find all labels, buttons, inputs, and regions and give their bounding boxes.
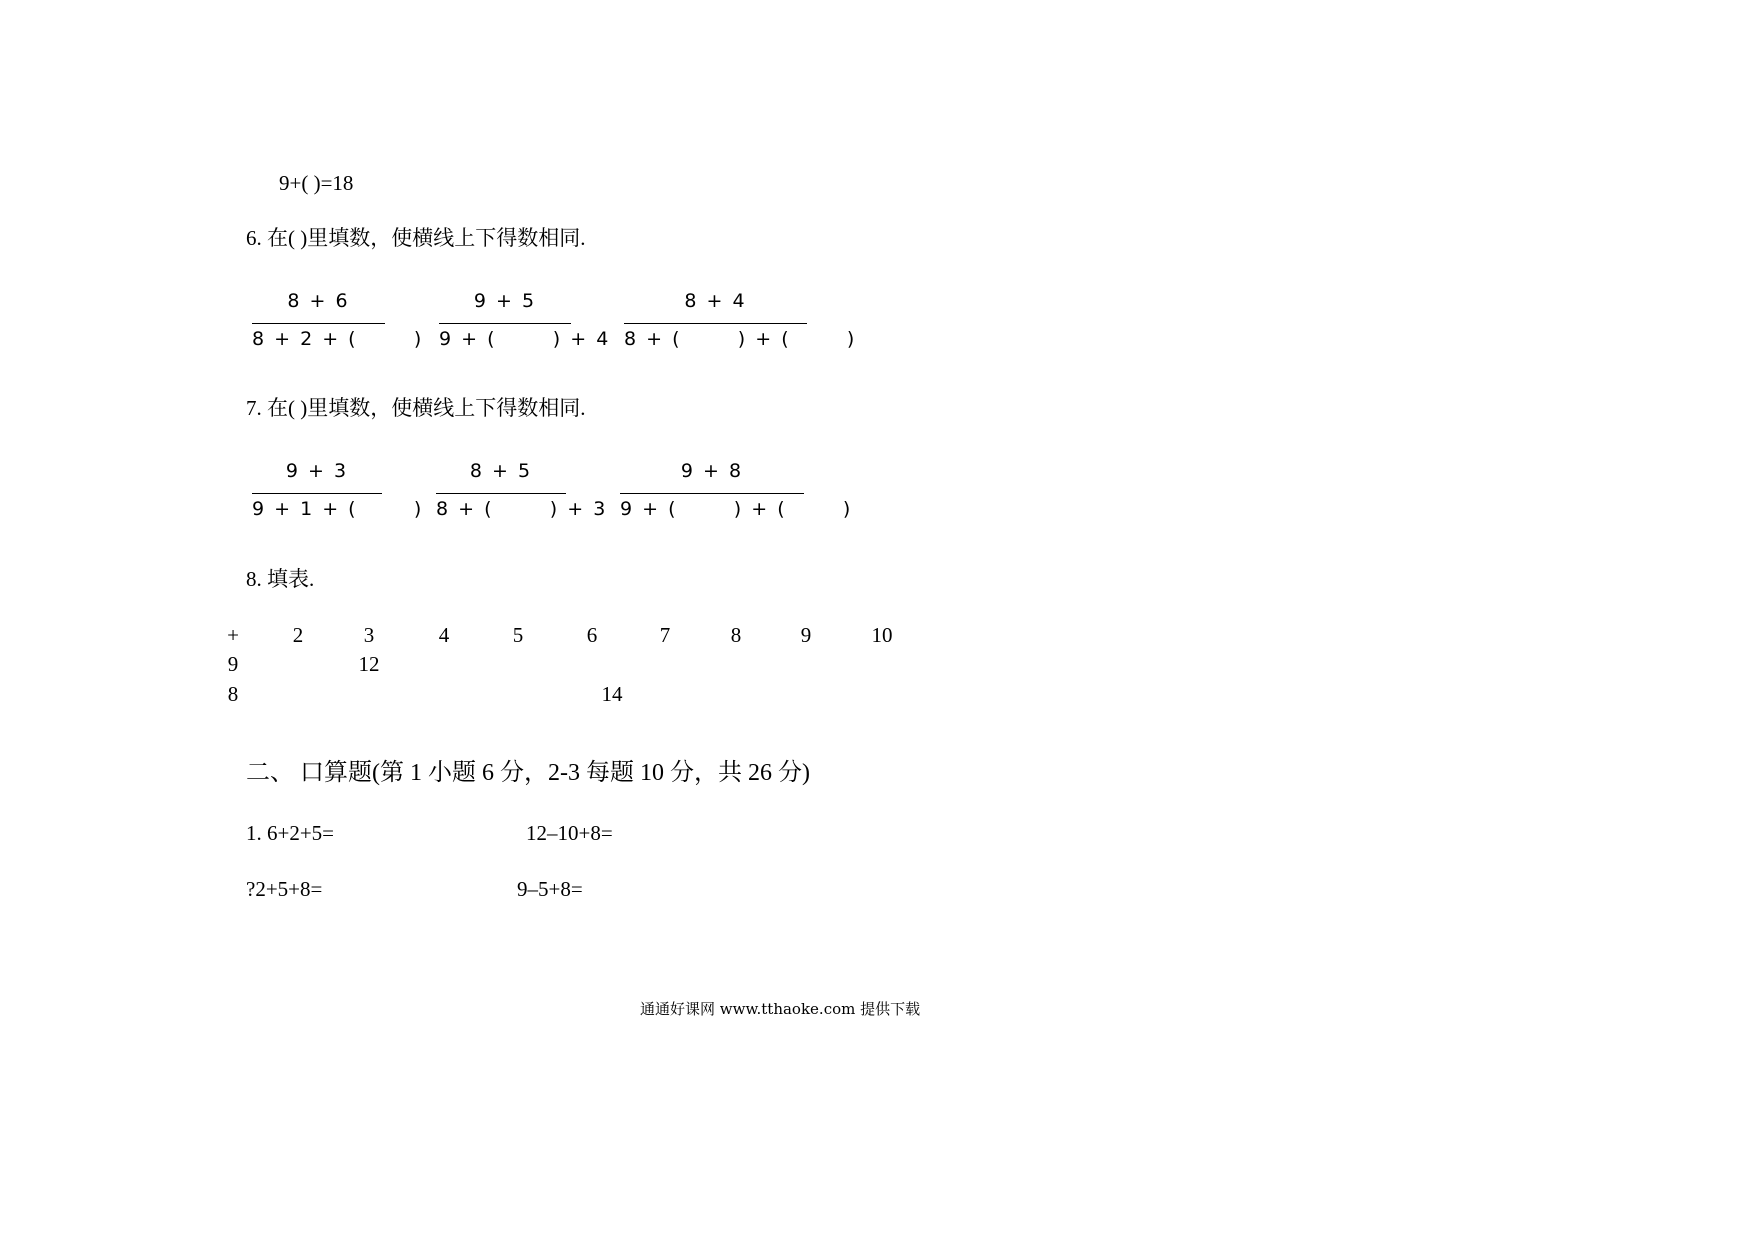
page-footer: 通通好课网 www.tthaoke.com 提供下载 (640, 1000, 921, 1018)
table-row-label: 8 (227, 682, 239, 706)
section-2-title: 二、 口算题(第 1 小题 6 分，2-3 每题 10 分，共 26 分) (246, 760, 810, 786)
fraction-denominator: 8 + ( ) + 3 (436, 498, 608, 520)
q6-prompt: 6. 在( )里填数，使横线上下得数相同. (246, 226, 586, 250)
fraction-numerator: 8 + 4 (684, 290, 747, 312)
table-header-cell: 8 (730, 623, 742, 647)
fraction-numerator: 8 + 5 (469, 460, 533, 482)
table-header-cell: 3 (363, 623, 375, 647)
fraction-denominator: 8 + ( ) + ( ) (624, 328, 857, 350)
table-header-cell: 4 (438, 623, 450, 647)
fraction-denominator: 9 + ( ) + ( ) (620, 498, 853, 520)
q5-equation: 9+( )=18 (279, 171, 354, 195)
mental-math-item: 1. 6+2+5= (246, 821, 335, 845)
table-header-cell: 5 (512, 623, 524, 647)
fraction-denominator: 9 + 1 + ( ) (252, 498, 424, 520)
table-header-cell: 6 (586, 623, 598, 647)
table-header-cell: 10 (871, 623, 893, 647)
fraction-denominator: 9 + ( ) + 4 (439, 328, 611, 350)
mental-math-item: 9–5+8= (517, 877, 583, 901)
table-row-label: 9 (227, 652, 239, 676)
table-header-cell: 7 (659, 623, 671, 647)
mental-math-item: ?2+5+8= (246, 877, 323, 901)
table-cell: 12 (358, 652, 380, 676)
table-cell: 14 (601, 682, 623, 706)
table-header-cell: 2 (292, 623, 304, 647)
fraction-numerator: 9 + 8 (680, 460, 744, 482)
q8-prompt: 8. 填表. (246, 567, 315, 591)
table-header-cell: 9 (800, 623, 812, 647)
fraction-numerator: 9 + 3 (285, 460, 349, 482)
q7-prompt: 7. 在( )里填数，使横线上下得数相同. (246, 396, 586, 420)
table-header-cell: + (227, 623, 239, 647)
fraction-denominator: 8 + 2 + ( ) (252, 328, 424, 350)
fraction-numerator: 8 + 6 (287, 290, 350, 312)
fraction-numerator: 9 + 5 (473, 290, 537, 312)
mental-math-item: 12–10+8= (526, 821, 613, 845)
